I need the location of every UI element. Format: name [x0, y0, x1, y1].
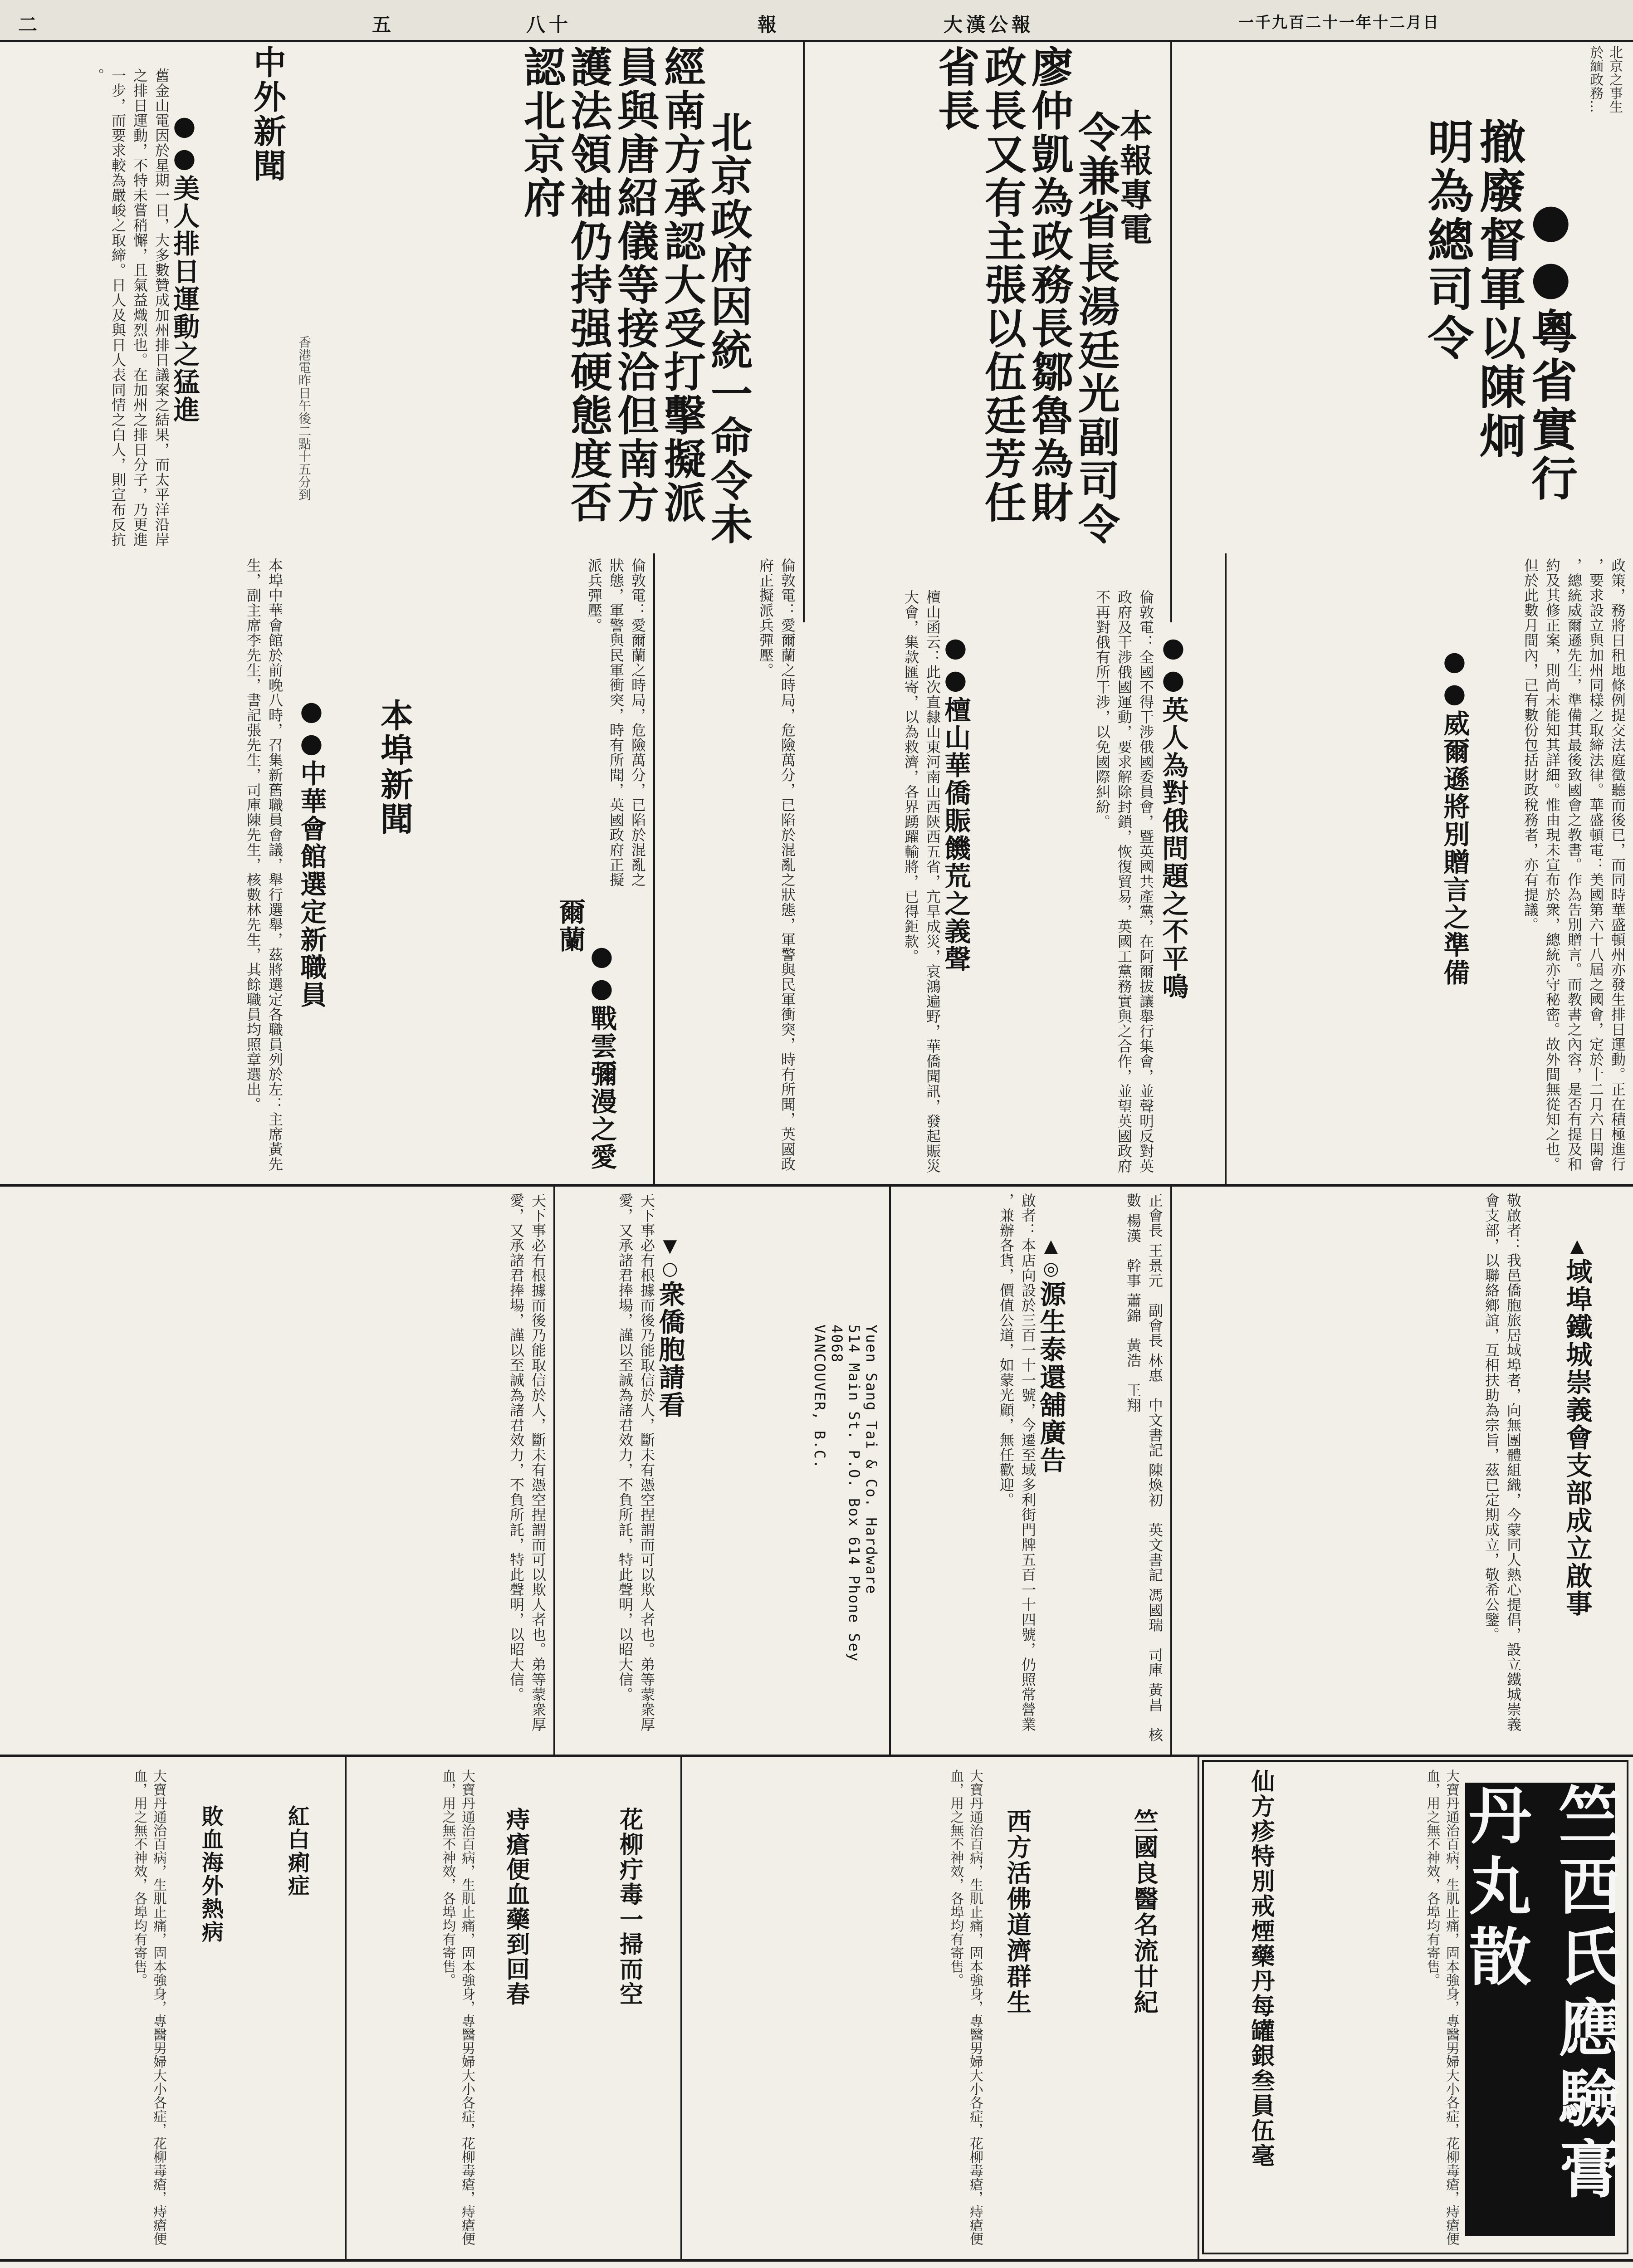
association-headline: ▲域埠鐵城崇義會支部成立啟事 [1561, 1235, 1593, 1618]
local-news-headline: ●●中華會館選定新職員 [296, 695, 327, 1009]
vertical-divider [680, 1757, 682, 2259]
masthead [0, 0, 1633, 42]
war-body: 倫敦電：愛爾蘭之時局，危險萬分，已陷於混亂之狀態，軍警與民軍衝突，時有所聞，英國政府正擬派兵彈壓。 [757, 558, 796, 1172]
triangle-icon: ▼○ [659, 1235, 681, 1281]
masthead-part-1: 五 [372, 14, 395, 36]
medicine-ad-title: 竺西氏應驗膏丹丸散 [1465, 1783, 1615, 2236]
horizontal-divider [0, 1755, 1633, 1757]
association-officers: 正會長 王景元 副會長 林惠 中文書記 陳煥初 英文書記 馮國瑞 司庫 黃昌 核數 楊漢 幹事 蕭錦 黃浩 王翔 [1125, 1193, 1164, 1742]
triangle-icon: ▲ [1566, 1235, 1588, 1258]
vertical-divider [889, 1187, 891, 1755]
headline-1: 粵省實行撤廢督軍以陳炯明為總司令 [1420, 118, 1578, 504]
telegram-headlines [1170, 118, 1628, 508]
masthead-part-3: 報 [758, 14, 781, 36]
medicine-item-3-wrap [594, 1769, 671, 2250]
telegram-headlines-3 [290, 45, 798, 549]
china-foreign-column-title: 中外新聞 [248, 45, 287, 183]
vertical-divider [653, 553, 655, 1185]
medicine-table: 大寶丹通治百病，生肌止痛，固本強身，專醫男婦大小各症，花柳毒瘡，痔瘡便血，用之無不神效，各埠均有寄售。 [948, 1769, 983, 2245]
triangle-icon: ▲◎ [1040, 1235, 1062, 1281]
association-body: 敬啟者：我邑僑胞旅居域埠者，向無團體組織，今蒙同人熱心提倡，設立鐵城崇義會支部，以聯絡鄉誼，互相扶助為宗旨，茲已定期成立，敬希公鑒。 [1483, 1193, 1522, 1732]
notice-body-continued: 天下事必有根據而後乃能取信於人，斷未有憑空捏謂而可以欺人者也。弟等蒙衆厚愛，又承諸君捧場，謹以至誠為諸君效力，不負所託，特此聲明，以昭大信。 [508, 1193, 547, 1732]
telegram-column-title: 本報專電 [1115, 109, 1153, 247]
medicine-item-5: 紅白痢症 [284, 1804, 310, 1897]
vertical-divider [1198, 1757, 1199, 2259]
medicine-body-left: 大寶丹通治百病，生肌止痛，固本強身，專醫男婦大小各症，花柳毒瘡，痔瘡便血，用之無不神效，各埠均有寄售。 [440, 1769, 475, 2245]
local-news-column-title: 本埠新聞 [375, 699, 414, 836]
medicine-item-4: 痔瘡便血藥到回春 [502, 1807, 530, 2007]
medicine-item-6: 敗血海外熱病 [198, 1804, 224, 1944]
headline-bullet-icon: ●● [169, 110, 200, 175]
vertical-divider [345, 1757, 347, 2259]
vertical-divider [1170, 1187, 1172, 1755]
vertical-divider [553, 1187, 555, 1755]
uk-russia-body: 倫敦電：全國不得干涉俄國委員會，暨英國共產黨，在阿爾拔讓舉行集會，並聲明反對英政府及干涉俄國運動，要求解除封鎖，恢復貿易，英國工黨務實與之合作，並望英國政府不再對俄有所干涉，以免國際糾紛。 [1094, 590, 1154, 1173]
washington-body: 政策，務將日租地條例提交法庭徵聽而後已，而同時華盛頓州亦發生排日運動。正在積極進行，要求設立與加州同樣之取締法律。華盛頓電：美國第六十八屆之國會，定於十二月六日開會，總統威爾遜先生，準備其最後致國會之教書。作為告別贈言。而教書之內容，是否有提及和約及其修正案，則尚未能知其詳細。惟由現未宣布於衆，總統亦守秘密。故外間無從知之也。但於此數月間內，已有數份包括財政稅務者，亦有提議。 [1522, 558, 1626, 1172]
headline-2: 令兼省長湯廷光副司令廖仲凱為政務長鄒魯為財政長又有主張以伍廷芳任省長 [931, 45, 1120, 547]
headline-bullet-icon: ●● [296, 695, 327, 760]
medicine-item-4-wrap [481, 1769, 558, 2250]
horizontal-divider [0, 1184, 1633, 1187]
famine-body: 檀山函云：此次直隸山東河南山西陝西五省，亢旱成災，哀鴻遍野，華僑聞訊，發起賑災大會，集款匯寄，以為救濟，各界踴躍輸將，已得鉅款。 [902, 590, 941, 1173]
headline-bullet-icon: ●● [1158, 631, 1189, 696]
headline-bullet-icon: ●● [940, 631, 971, 696]
local-news-body: 本埠中華會館於前晚八時，召集新舊職員會議，舉行選舉，茲將選定各職員列於左：主席黃先生，副主席李先生，書記張先生，司庫陳先生，核數林先生，其餘職員均照章選出。 [244, 558, 284, 1172]
famine-headline: ●●檀山華僑賑饑荒之義聲 [940, 631, 971, 973]
medicine-item-2: 西方活佛道濟群生 [1003, 1809, 1032, 2016]
china-foreign-body: 舊金山電因於星期一日，大多數贊成加州排日議案之結果，而太平洋沿岸之排日運動，不特未嘗稍懈，且氣益熾烈也。在加州之排日分子，乃更進一步，而要求較為嚴峻之取締。日人及與日人表同情之白人，則宣布反抗。 [88, 68, 170, 547]
medicine-item-3: 花柳疔毒一掃而空 [615, 1807, 643, 2007]
store-address: Yuen Sang Tai & Co. Hardware 514 Main St. P.O. Box 614 Phone Sey 4068 VANCOUVER, B.C. [811, 1325, 880, 1662]
medicine-item-5-wrap [254, 1769, 336, 2250]
medicine-ad-body: 大寶丹通治百病，生肌止痛，固本強身，專醫男婦大小各症，花柳毒瘡，痔瘡便血，用之無不神效，各埠均有寄售。 [1424, 1769, 1459, 2245]
medicine-item-1-wrap [1071, 1769, 1188, 2250]
china-foreign-dateline: 香港電昨日午後二點十五分到 [297, 336, 312, 501]
medicine-item-2-wrap [989, 1769, 1061, 2250]
medicine-item-6-wrap [172, 1769, 249, 2250]
notice-body: 天下事必有根據而後乃能取信於人，斷未有憑空捏謂而可以欺人者也。弟等蒙衆厚愛，又承諸君捧場，謹以至誠為諸君效力，不負所託，特此聲明，以昭大信。 [616, 1193, 655, 1732]
horizontal-divider [0, 2259, 1633, 2262]
medicine-item-1: 竺國良醫名流廿紀 [1130, 1809, 1159, 2016]
war-headline: ●●戰雲彌漫之愛爾蘭 [554, 898, 617, 1171]
masthead-part-2: 八十 [526, 14, 572, 36]
headline-bullet-icon: ●● [1439, 645, 1470, 710]
medicine-ad-sub: 仙方疹特別戒煙藥丹每罐銀叁員伍毫 [1247, 1769, 1275, 2168]
washington-headline: ●●威爾遜將別贈言之準備 [1439, 645, 1470, 987]
page-number: 二 [18, 14, 41, 36]
store-headline: ▲◎源生泰還舖廣告 [1035, 1235, 1066, 1474]
medicine-body-far-left: 大寶丹通治百病，生肌止痛，固本強身，專醫男婦大小各症，花柳毒瘡，痔瘡便血，用之無不神效，各埠均有寄售。 [131, 1769, 166, 2245]
headline-3: 北京政府因統一命令未經南方承認大受打擊擬派員與唐紹儀等接洽但南方護法領袖仍持强硬態度否認北京府 [517, 45, 753, 547]
uk-russia-headline: ●●英人為對俄問題之不平鳴 [1158, 631, 1189, 1001]
vertical-divider [1225, 553, 1227, 1185]
vertical-divider [803, 42, 805, 622]
telegram-intro: 北京之事生於緬政務... [1587, 45, 1623, 113]
headline-bullet-icon: ●● [1523, 193, 1578, 308]
telegram-headlines-2 [807, 45, 1166, 549]
masthead-title: 大漢公報 [944, 14, 1035, 36]
china-foreign-headline: ●●美人排日運動之猛進 [169, 110, 200, 424]
headline-bullet-icon: ●● [586, 940, 617, 1005]
war-body-continued: 倫敦電：愛爾蘭之時局，危險萬分，已陷於混亂之狀態，軍警與民軍衝突，時有所聞，英國政府正擬派兵彈壓。 [586, 558, 646, 887]
store-body: 啟者：本店向設於三百一十一號，今遷至域多利街門牌五百一十四號，仍照常營業，兼辦各貨，價值公道，如蒙光顧，無任歡迎。 [997, 1193, 1037, 1732]
notice-headline: ▼○衆僑胞請看 [654, 1235, 685, 1419]
masthead-date: 一千九百二十一年十二月日 [1238, 14, 1440, 32]
